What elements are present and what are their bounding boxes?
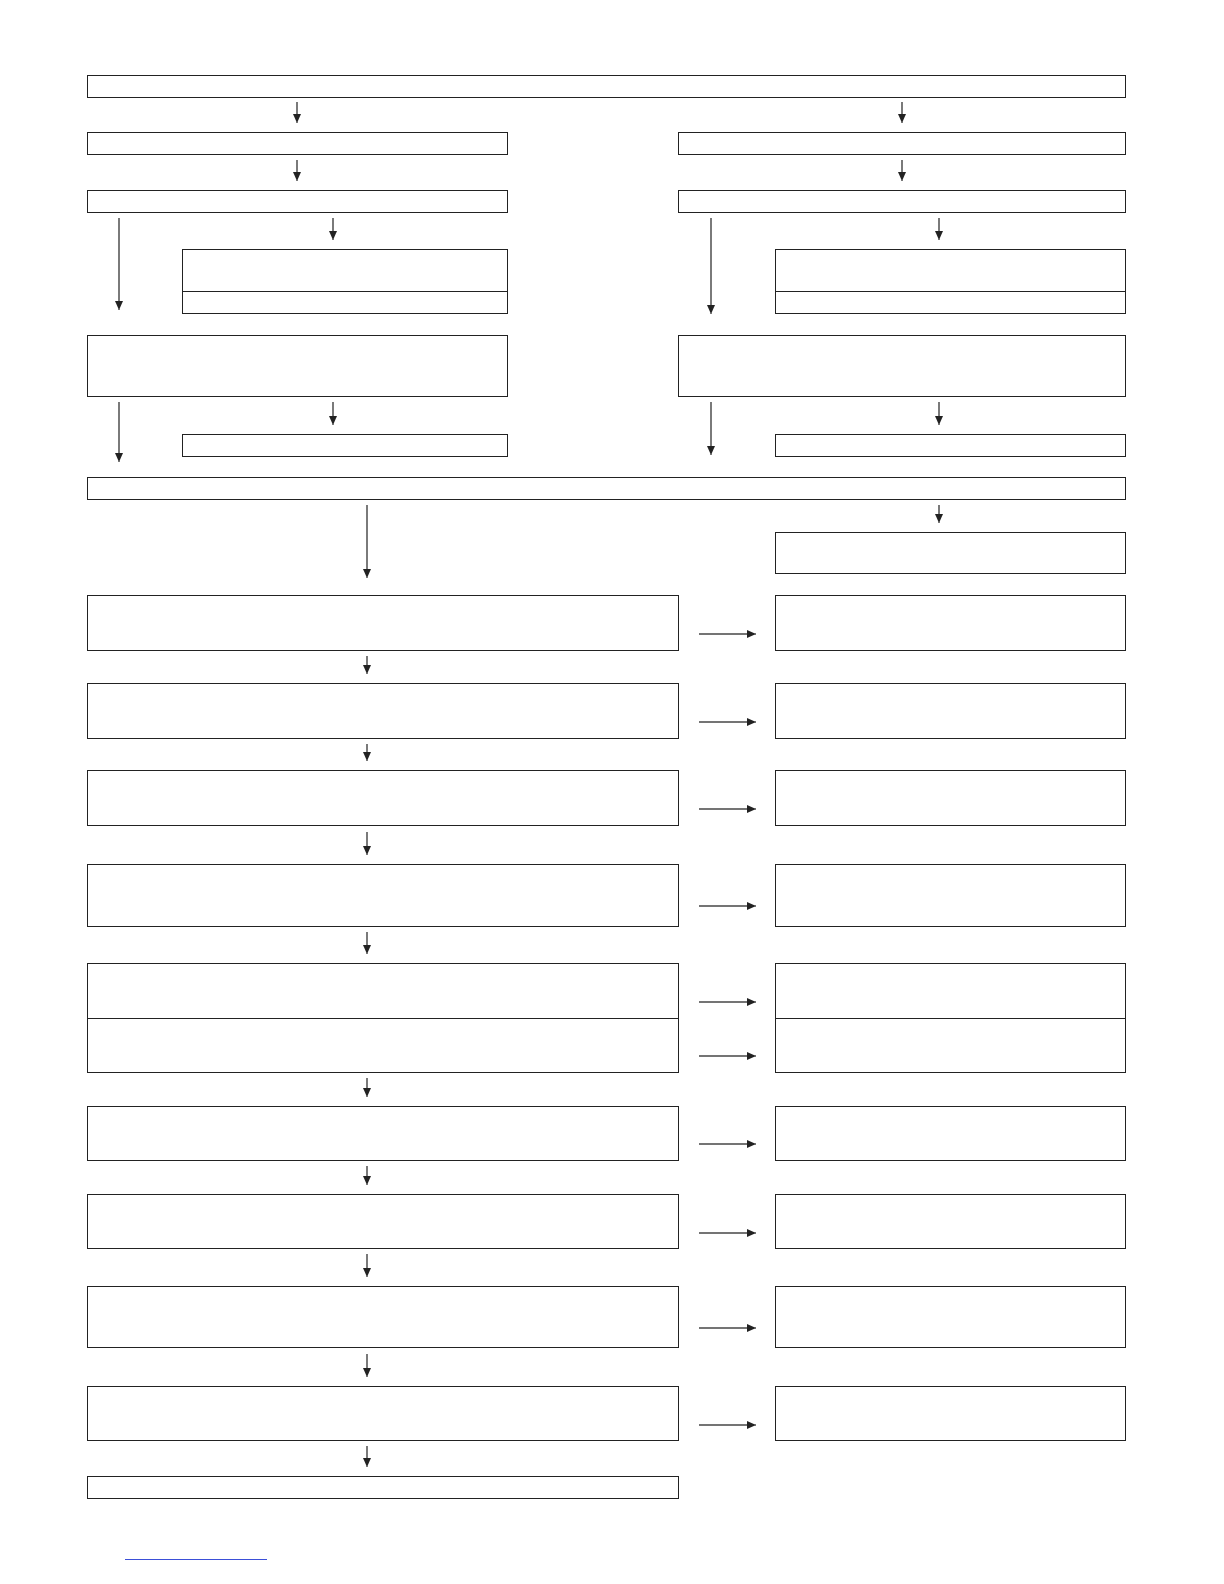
footer-link-underline[interactable] [125, 1559, 267, 1560]
